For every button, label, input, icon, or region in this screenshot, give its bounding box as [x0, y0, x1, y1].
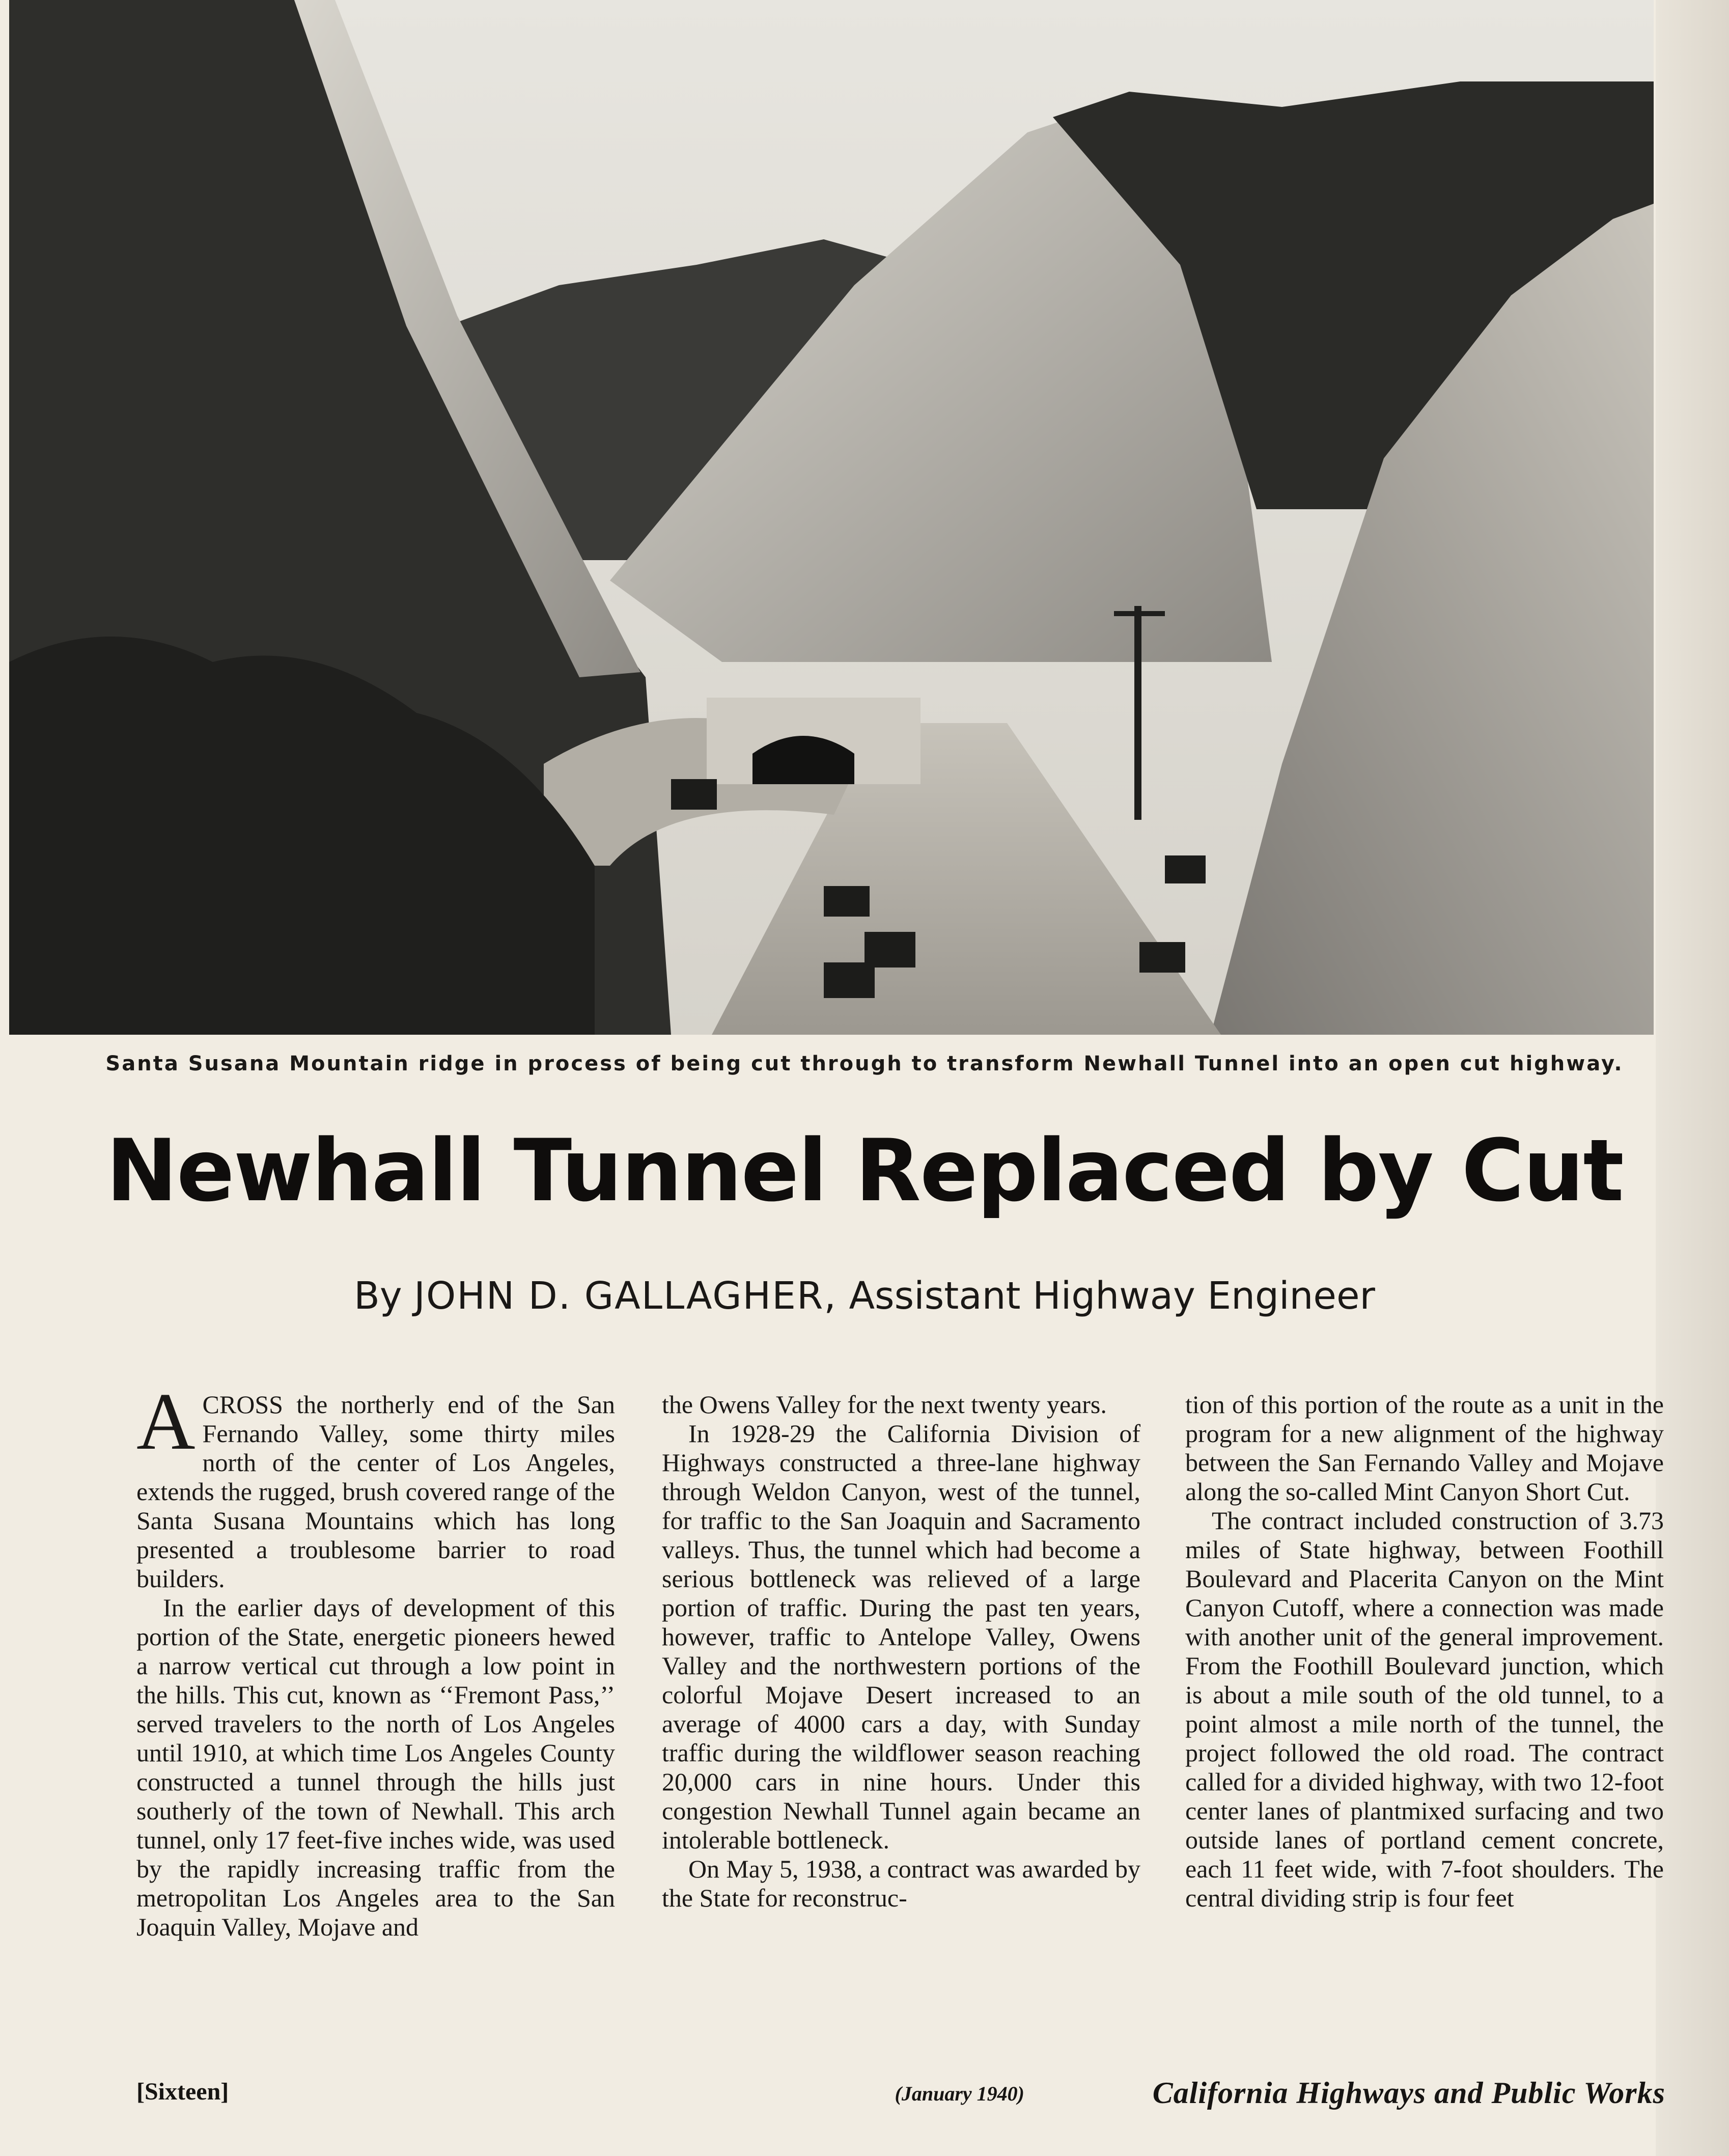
- photo-illustration: [9, 0, 1654, 1035]
- page-footer: [0, 2078, 1729, 2118]
- paragraph: On May 5, 1938, a contract was awarded by the State for reconstruc-: [662, 1855, 1140, 1912]
- paragraph: [136, 1376, 615, 1593]
- article-headline: Newhall Tunnel Replaced by Cut: [106, 1121, 1623, 1221]
- byline-title: Assistant Highway Engineer: [849, 1274, 1375, 1318]
- magazine-title: California Highways and Public Works: [1152, 2076, 1665, 2110]
- byline-prefix: By: [354, 1274, 402, 1318]
- byline: [0, 1274, 1729, 1318]
- article-column-1: [136, 1376, 616, 1942]
- paragraph: tion of this portion of the route as a unit in the program for a new alignment of the highway between the San Fernando Valley and Mojave along the so-called Mint Canyon Short Cut.: [1185, 1390, 1664, 1506]
- page-number: [Sixteen]: [136, 2078, 229, 2105]
- drop-cap: A: [136, 1376, 196, 1467]
- photo-caption: Santa Susana Mountain ridge in process of being cut through to transform Newhall Tunnel into an open cut highway.: [105, 1052, 1624, 1075]
- tunnel-cut-photo: [9, 0, 1654, 1035]
- paragraph: In 1928-29 the California Division of Highways constructed a three-lane highway through Weldon Canyon, west of the tunnel, for traffic to the San Joaquin and Sacramento valleys. Thus, the tunnel which had become a serious bottleneck was relieved of a large portion of traffic. During the past ten years, however, traffic to Antelope Valley, Owens Valley and the northwestern portions of the colorful Mojave Desert increased to an average of 4000 cars a day, with Sunday traffic during the wildflower season reaching 20,000 cars in nine hours. Under this congestion Newhall Tunnel again became an intolerable bottleneck.: [662, 1419, 1140, 1854]
- issue-date: (January 1940): [895, 2082, 1024, 2105]
- article-column-2: [662, 1390, 1140, 1913]
- paragraph-text: CROSS the northerly end of the San Fernando Valley, some thirty miles north of the center of Los Angeles, extends the rugged, brush covered range of the Santa Susana Mountains which has long presented a troublesome barrier to road builders.: [136, 1390, 615, 1593]
- paragraph: The contract included construction of 3.73 miles of State highway, between Foothill Boulevard and Placerita Canyon on the Mint Canyon Cutoff, where a connection was made with another unit of the general improvement. From the Foothill Boulevard junction, which is about a mile south of the old tunnel, to a point almost a mile north of the tunnel, the project followed the old road. The contract called for a divided highway, with two 12-foot center lanes of plantmixed surfacing and two outside lanes of portland cement concrete, each 11 feet wide, with 7-foot shoulders. The central dividing strip is four feet: [1185, 1506, 1664, 1912]
- article-column-3: [1185, 1390, 1664, 1913]
- page-edge: [1656, 0, 1729, 2156]
- byline-author: JOHN D. GALLAGHER,: [414, 1274, 837, 1318]
- paragraph: the Owens Valley for the next twenty years.: [662, 1390, 1107, 1419]
- paragraph: In the earlier days of development of this portion of the State, energetic pioneers hewed a narrow vertical cut through a low point in the hills. This cut, known as ‘‘Fremont Pass,’’ served travelers to the north of Los Angeles until 1910, at which time Los Angeles County constructed a tunnel through the hills just southerly of the town of Newhall. This arch tunnel, only 17 feet-five inches wide, was used by the rapidly increasing traffic from the metropolitan Los Angeles area to the San Joaquin Valley, Mojave and: [136, 1593, 616, 1941]
